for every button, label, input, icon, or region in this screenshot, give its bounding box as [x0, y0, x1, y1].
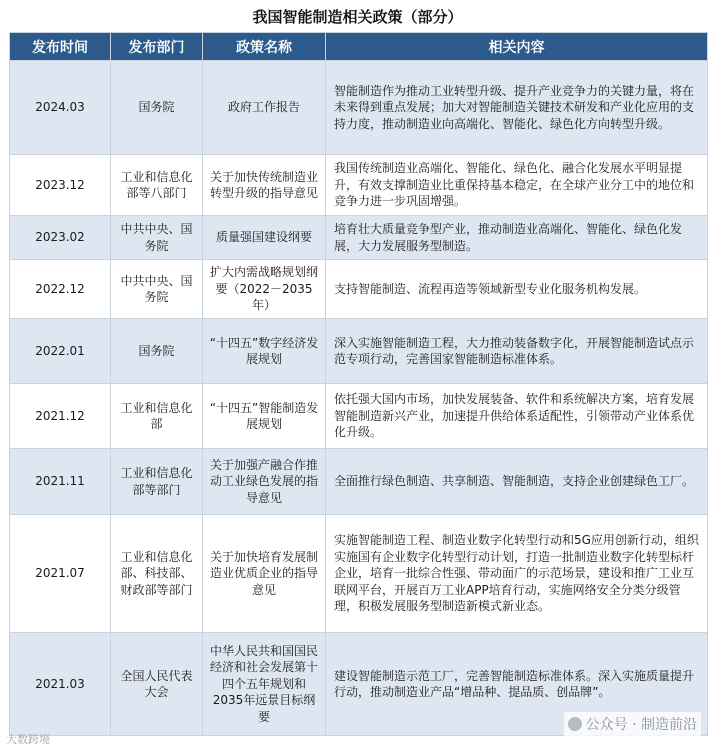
cell-dept: 中共中央、国务院	[111, 260, 203, 319]
cell-name: 中华人民共和国国民经济和社会发展第十四个五年规划和2035年远景目标纲要	[203, 633, 326, 736]
cell-name: 质量强国建设纲要	[203, 216, 326, 260]
watermark-right	[564, 712, 701, 736]
table-header-row	[10, 33, 708, 61]
cell-name: “十四五”数字经济发展规划	[203, 319, 326, 384]
table-row	[10, 319, 708, 384]
cell-content: 我国传统制造业高端化、智能化、绿色化、融合化发展水平明显提升，有效支撑制造业比重保持基本稳定，在全球产业分工中的地位和竞争力进一步巩固增强。	[326, 155, 708, 216]
cell-date: 2023.12	[10, 155, 111, 216]
header-dept: 发布部门	[111, 33, 203, 61]
header-name: 政策名称	[203, 33, 326, 61]
cell-content: 实施智能制造工程、制造业数字化转型行动和5G应用创新行动，组织实施国有企业数字化转型行动计划，打造一批制造业数字化转型标杆企业，培育一批综合性强、带动面广的示范场景，建设和推广工业互联网平台，开展百万工业APP培育行动，实施网络安全分类分级管理，积极发展服务型制造新模式新业态。	[326, 515, 708, 633]
watermark-right-text: 公众号 · 制造前沿	[585, 717, 697, 733]
cell-name: 关于加强产融合作推动工业绿色发展的指导意见	[203, 449, 326, 515]
cell-dept: 工业和信息化部等八部门	[111, 155, 203, 216]
cell-dept: 中共中央、国务院	[111, 216, 203, 260]
table-row	[10, 449, 708, 515]
cell-dept: 国务院	[111, 319, 203, 384]
cell-date: 2023.02	[10, 216, 111, 260]
cell-content: 依托强大国内市场，加快发展装备、软件和系统解决方案，培育发展智能制造新兴产业，加速提升供给体系适配性，引领带动产业体系优化升级。	[326, 384, 708, 449]
watermark-left	[6, 731, 50, 747]
cell-date: 2021.11	[10, 449, 111, 515]
wechat-icon	[568, 717, 582, 731]
cell-dept: 工业和信息化部	[111, 384, 203, 449]
cell-date: 2021.03	[10, 633, 111, 736]
cell-dept: 国务院	[111, 61, 203, 155]
cell-dept: 全国人民代表大会	[111, 633, 203, 736]
cell-dept: 工业和信息化部、科技部、财政部等部门	[111, 515, 203, 633]
cell-date: 2024.03	[10, 61, 111, 155]
cell-content: 支持智能制造、流程再造等领域新型专业化服务机构发展。	[326, 260, 708, 319]
cell-date: 2021.12	[10, 384, 111, 449]
watermark-left-text: 大数跨境	[6, 733, 50, 746]
cell-content: 建设智能制造示范工厂，完善智能制造标准体系。深入实施质量提升行动，推动制造业产品“增品种、提品质、创品牌”。	[326, 633, 708, 736]
cell-content: 智能制造作为推动工业转型升级、提升产业竞争力的关键力量，将在未来得到重点发展；加大对智能制造关键技术研发和产业化应用的支持力度，推动制造业向高端化、智能化、绿色化方向转型升级。	[326, 61, 708, 155]
table-title: 我国智能制造相关政策（部分）	[252, 8, 463, 26]
cell-date: 2022.01	[10, 319, 111, 384]
cell-content: 深入实施智能制造工程，大力推动装备数字化，开展智能制造试点示范专项行动，完善国家智能制造标准体系。	[326, 319, 708, 384]
cell-name: 关于加快培育发展制造业优质企业的指导意见	[203, 515, 326, 633]
policy-table	[9, 32, 708, 736]
cell-content: 全面推行绿色制造、共享制造、智能制造，支持企业创建绿色工厂。	[326, 449, 708, 515]
table-row	[10, 384, 708, 449]
cell-dept: 工业和信息化部等部门	[111, 449, 203, 515]
cell-name: 扩大内需战略规划纲要（2022－2035年）	[203, 260, 326, 319]
cell-date: 2021.07	[10, 515, 111, 633]
cell-name: “十四五”智能制造发展规划	[203, 384, 326, 449]
header-date: 发布时间	[10, 33, 111, 61]
table-row	[10, 260, 708, 319]
cell-date: 2022.12	[10, 260, 111, 319]
cell-name: 关于加快传统制造业转型升级的指导意见	[203, 155, 326, 216]
header-content: 相关内容	[326, 33, 708, 61]
table-row	[10, 515, 708, 633]
table-row	[10, 216, 708, 260]
table-row	[10, 155, 708, 216]
cell-content: 培育壮大质量竞争型产业，推动制造业高端化、智能化、绿色化发展，大力发展服务型制造。	[326, 216, 708, 260]
cell-name: 政府工作报告	[203, 61, 326, 155]
table-row	[10, 61, 708, 155]
